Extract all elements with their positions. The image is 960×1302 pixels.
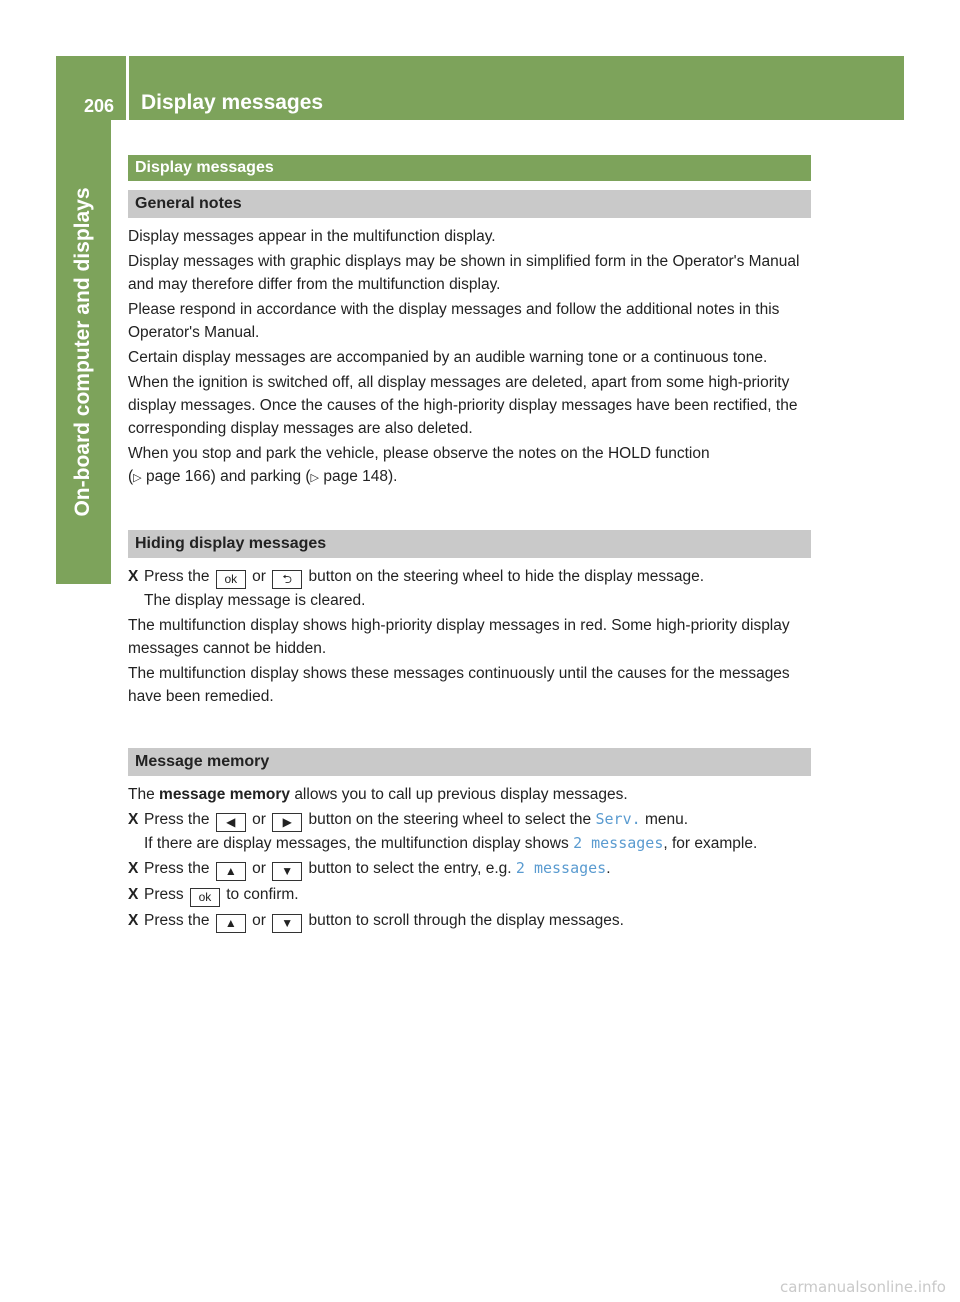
- down-key-icon: ▼: [272, 914, 302, 933]
- text: button to scroll through the display messages.: [308, 912, 624, 929]
- paragraph: Please respond in accordance with the display messages and follow the additional notes in this Operator's Manual.: [128, 301, 780, 341]
- paragraph: The multifunction display shows these messages continuously until the causes for the messages have been remedied.: [128, 665, 790, 705]
- text: Press the: [144, 860, 210, 877]
- step-marker: X: [128, 886, 139, 903]
- heading-general-notes: General notes: [128, 190, 811, 218]
- text: or: [252, 568, 266, 585]
- step-marker: X: [128, 860, 139, 877]
- text: , for example.: [663, 835, 758, 852]
- side-tab-label: On-board computer and displays: [71, 187, 94, 517]
- step-marker: X: [128, 568, 139, 585]
- paragraph: Display messages appear in the multifunction display.: [128, 228, 496, 245]
- paragraph: The multifunction display shows high-priority display messages in red. Some high-priority display messages cannot be hidden.: [128, 617, 790, 657]
- content: [128, 155, 811, 935]
- text: Press the: [144, 568, 210, 585]
- page-ref-link[interactable]: page 148).: [323, 468, 398, 485]
- step: [128, 808, 811, 855]
- text: to confirm.: [226, 886, 299, 903]
- heading-message-memory: Message memory: [128, 748, 811, 776]
- step-result: The display message is cleared.: [144, 592, 366, 609]
- ok-key-icon: ok: [216, 570, 246, 589]
- display-text-messages: 2 messages: [573, 834, 664, 852]
- text: or: [252, 811, 266, 828]
- text: menu.: [644, 811, 689, 828]
- text: The: [128, 786, 155, 803]
- paragraph-hold-function: [128, 442, 811, 490]
- text: button to select the entry, e.g.: [308, 860, 512, 877]
- up-key-icon: ▲: [216, 914, 246, 933]
- text: or: [252, 860, 266, 877]
- text: (: [128, 468, 134, 485]
- step: [128, 857, 811, 881]
- right-key-icon: ▶: [272, 813, 302, 832]
- page-ref-arrow: ▷: [310, 472, 320, 484]
- step: [128, 883, 811, 907]
- section-title: Display messages: [128, 155, 811, 181]
- text: If there are display messages, the multifunction display shows: [144, 835, 569, 852]
- up-key-icon: ▲: [216, 862, 246, 881]
- ok-key-icon: ok: [190, 888, 220, 907]
- step: [128, 909, 811, 933]
- page-ref-link[interactable]: page 166) and parking (: [145, 468, 311, 485]
- page-number: 206: [84, 96, 115, 116]
- watermark: carmanualsonline.info: [780, 1278, 946, 1296]
- display-text-serv: Serv.: [595, 810, 641, 828]
- text: Press the: [144, 811, 210, 828]
- step-marker: X: [128, 912, 139, 929]
- page-header-title: Display messages: [141, 91, 324, 114]
- header-separator: [126, 56, 129, 120]
- down-key-icon: ▼: [272, 862, 302, 881]
- text: allows you to call up previous display messages.: [294, 786, 628, 803]
- step-marker: X: [128, 811, 139, 828]
- text: button on the steering wheel to select the: [308, 811, 592, 828]
- bold-term: message memory: [159, 786, 290, 803]
- text: When you stop and park the vehicle, please observe the notes on the HOLD function: [128, 445, 710, 462]
- heading-hiding: Hiding display messages: [128, 530, 811, 558]
- display-text-messages: 2 messages: [515, 859, 607, 877]
- page-ref-arrow: ▷: [133, 472, 142, 484]
- paragraph: When the ignition is switched off, all display messages are deleted, apart from some high-priority display messages. Once the causes of the high-priority display messages have been rectified, the corresponding display messages are also deleted.: [128, 374, 798, 437]
- paragraph: Certain display messages are accompanied by an audible warning tone or a continuous tone.: [128, 349, 768, 366]
- step: [128, 565, 811, 612]
- text: Press the: [144, 912, 210, 929]
- text: button on the steering wheel to hide the display message.: [308, 568, 705, 585]
- paragraph: Display messages with graphic displays may be shown in simplified form in the Operator's Manual and may therefore differ from the multifunction display.: [128, 253, 800, 293]
- left-key-icon: ◀: [216, 813, 246, 832]
- text: Press: [144, 886, 184, 903]
- text: or: [252, 912, 266, 929]
- paragraph-intro: [128, 783, 811, 806]
- back-key-icon: ⮌: [272, 570, 302, 589]
- text: .: [606, 860, 611, 877]
